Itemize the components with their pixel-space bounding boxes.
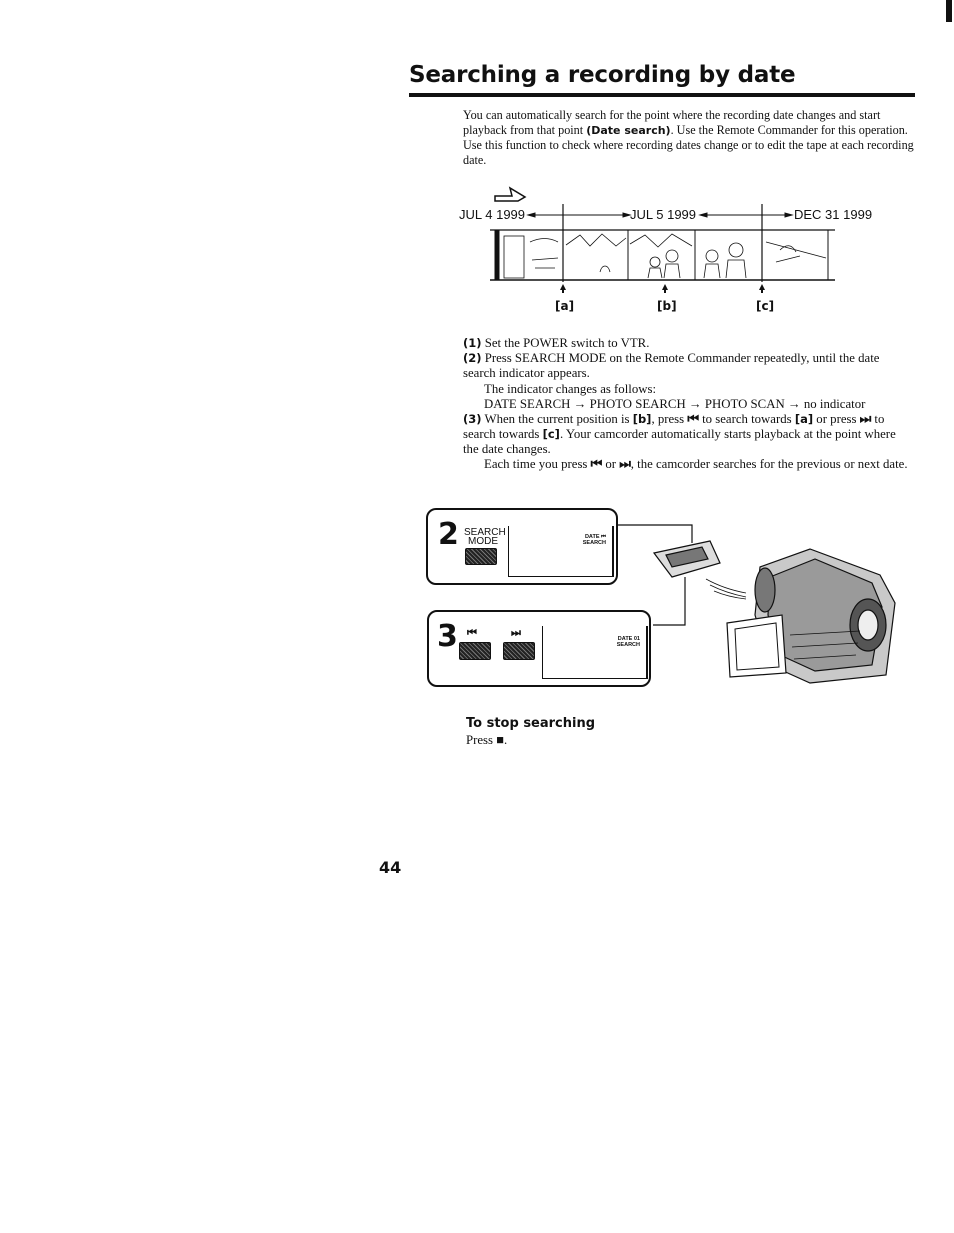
panel-number: 3 <box>437 619 458 654</box>
search-mode-button[interactable] <box>465 548 497 565</box>
screen-search-text: SEARCH <box>616 642 640 648</box>
intro-paragraph: You can automatically search for the point where the recording date changes and start playback from that point (Date search). Use the Remote Commander for this operation. Use this function to check where recording dates change or to edit the tape at each recording date. <box>463 108 914 167</box>
camcorder-icon <box>727 549 895 683</box>
next-button[interactable] <box>503 642 535 660</box>
position-label-a: [a] <box>555 299 575 313</box>
previous-button[interactable] <box>459 642 491 660</box>
position-label-b: [b] <box>657 299 677 313</box>
viewfinder-screen <box>508 526 614 577</box>
screen-date-text: DATE 01 <box>617 636 640 642</box>
step-2-note: The indicator changes as follows: <box>484 382 656 396</box>
indicator-sequence: DATE SEARCH → PHOTO SEARCH → PHOTO SCAN → no indicator <box>484 397 866 411</box>
panel-step-2 <box>426 508 618 585</box>
search-pointer-icon <box>495 188 525 201</box>
title-rule <box>409 93 915 97</box>
date-label-dec31: DEC 31 1999 <box>794 207 873 222</box>
search-mode-label: SEARCH <box>464 527 506 538</box>
previous-icon: ⏮ <box>590 457 603 471</box>
step-2: (2) Press SEARCH MODE on the Remote Commander repeatedly, until the date search indicator appears. <box>463 351 880 381</box>
position-label-c: [c] <box>756 299 775 313</box>
next-icon: ⏭ <box>511 627 521 639</box>
next-icon: ⏭ <box>619 457 631 471</box>
page-title: Searching a recording by date <box>409 62 796 88</box>
panel-number: 2 <box>438 517 459 552</box>
next-icon: ⏭ <box>859 412 872 426</box>
stop-searching-text: Press ■. <box>466 733 508 747</box>
tape-strip <box>490 230 835 280</box>
date-label-jul5: JUL 5 1999 <box>630 207 697 222</box>
camcorder-illustration <box>610 515 910 695</box>
screen-search-text: SEARCH <box>582 540 606 546</box>
page-edge-mark <box>946 0 952 22</box>
stop-icon: ■ <box>496 733 504 747</box>
step-1: (1) Set the POWER switch to VTR. <box>463 336 650 350</box>
stop-searching-heading: To stop searching <box>466 716 596 731</box>
step-3: (3) When the current position is [b], press ⏮ to search towards [a] or press ⏭ to search towards [c]. Your camcorder automatically starts playback at the point where the date changes. <box>463 412 896 457</box>
page-number: 44 <box>379 858 402 877</box>
previous-icon: ⏮ <box>687 412 699 426</box>
screen-date-text: DATE ⏮ <box>584 534 606 540</box>
search-mode-label-2: MODE <box>468 536 498 547</box>
step-3-note: Each time you press ⏮ or ⏭, the camcorder searches for the previous or next date. <box>484 457 908 471</box>
previous-icon: ⏮ <box>467 627 477 639</box>
remote-commander-icon <box>654 541 746 599</box>
date-label-jul4: JUL 4 1999 <box>459 207 526 222</box>
